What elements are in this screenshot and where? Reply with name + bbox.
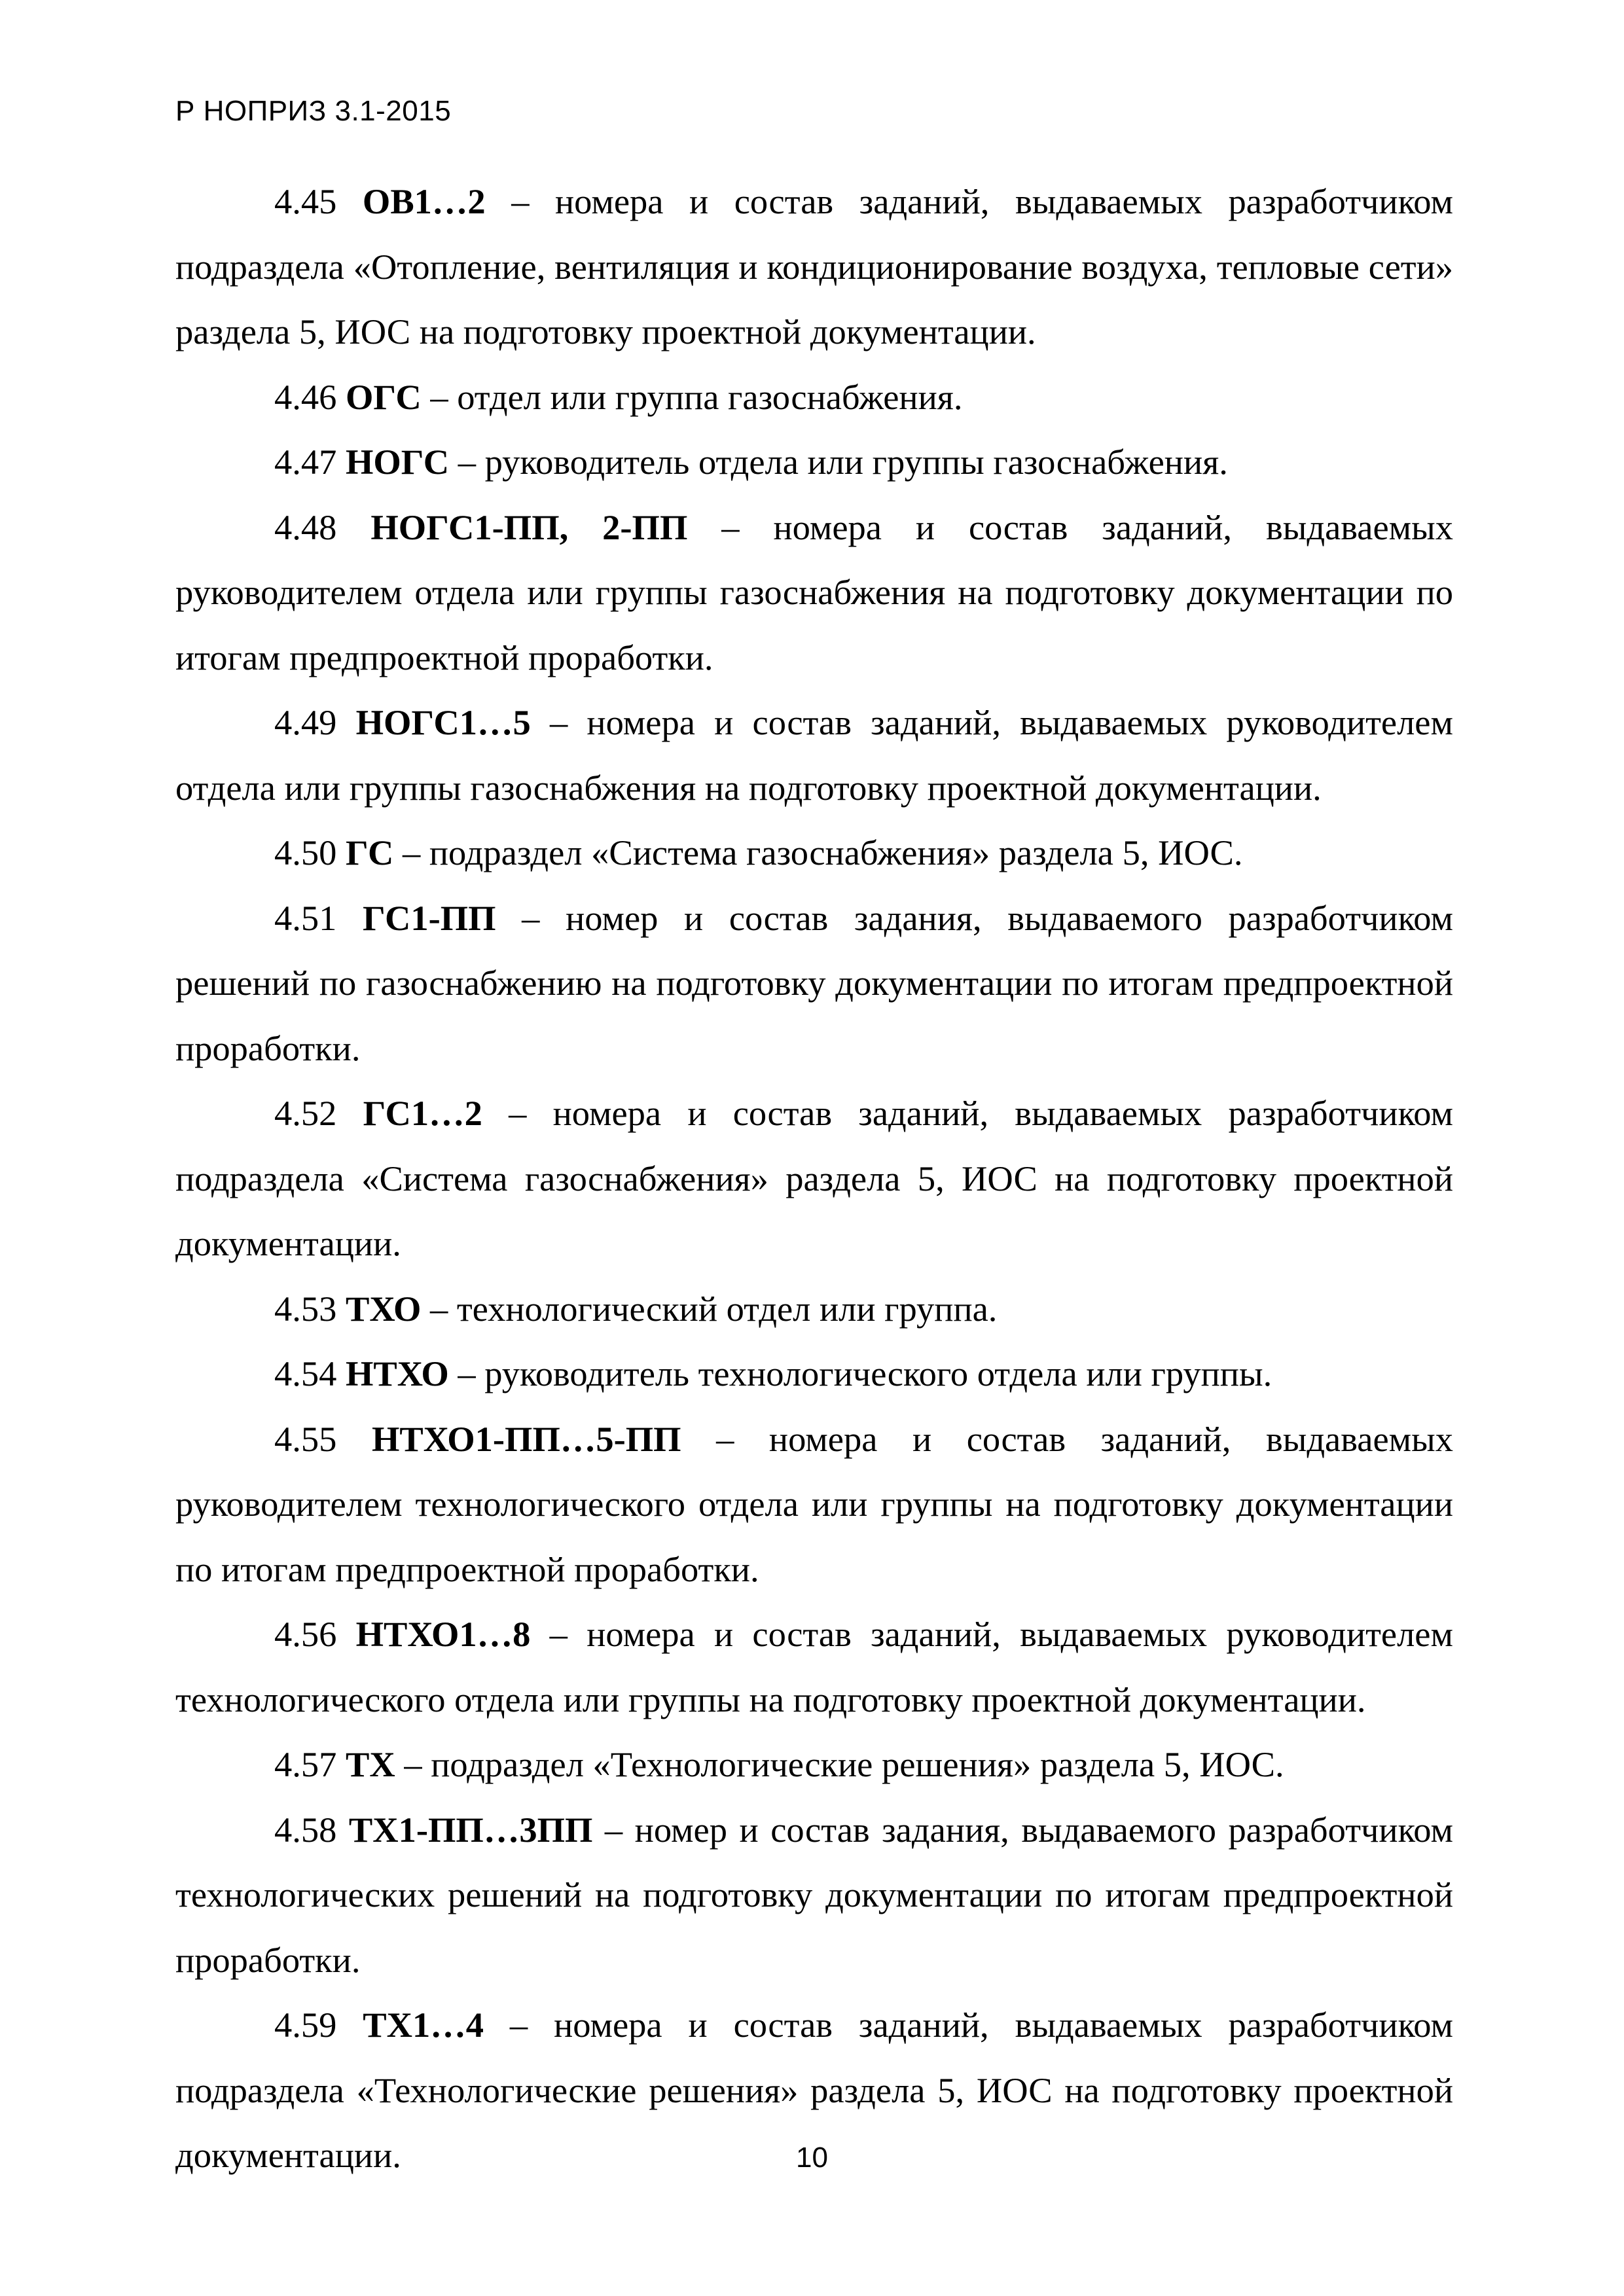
entry-definition: – номера и состав заданий, выдаваемых разработчиком подраздела «Система газоснабжения» раздела 5, ИОС на подготовку проектной документации. <box>175 1093 1453 1263</box>
definition-entry <box>175 1732 1453 1797</box>
entry-number: 4.57 <box>274 1744 337 1784</box>
document-body <box>175 169 1453 2188</box>
definition-entry <box>175 365 1453 430</box>
entry-abbreviation: ТХ1…4 <box>363 2005 484 2045</box>
entry-abbreviation: ТХО <box>346 1288 422 1329</box>
entry-definition: – номера и состав заданий, выдаваемых руководителем отдела или группы газоснабжения на подготовку документации по итогам предпроектной проработки. <box>175 507 1454 677</box>
entry-definition: – номер и состав задания, выдаваемого разработчиком решений по газоснабжению на подготовку документации по итогам предпроектной проработки. <box>175 897 1453 1068</box>
entry-abbreviation: ТХ1-ПП…3ПП <box>348 1809 593 1850</box>
entry-abbreviation: ТХ <box>346 1744 395 1784</box>
entry-abbreviation: ГС1-ПП <box>363 897 496 938</box>
entry-number: 4.54 <box>274 1354 337 1393</box>
entry-number: 4.56 <box>274 1614 337 1654</box>
entry-number: 4.53 <box>274 1288 337 1329</box>
definition-entry <box>175 1081 1453 1276</box>
entry-number: 4.46 <box>274 376 337 417</box>
entry-abbreviation: ОВ1…2 <box>362 181 486 221</box>
page-number: 10 <box>796 2142 828 2174</box>
entry-number: 4.47 <box>274 442 337 482</box>
definition-entry <box>175 820 1453 886</box>
definition-entry <box>175 1797 1453 1993</box>
definition-entry <box>175 690 1453 820</box>
entry-abbreviation: ГС <box>346 833 394 872</box>
entry-abbreviation: НТХО <box>346 1354 449 1393</box>
entry-number: 4.45 <box>274 181 337 221</box>
entry-number: 4.59 <box>274 2005 337 2045</box>
entry-definition: – номера и состав заданий, выдаваемых разработчиком подраздела «Отопление, вентиляция и кондиционирование воздуха, тепловые сети» раздела 5, ИОС на подготовку проектной документации. <box>175 181 1453 351</box>
entry-definition: – технологический отдел или группа. <box>421 1288 998 1329</box>
entry-number: 4.51 <box>274 897 337 938</box>
entry-abbreviation: НТХО1…8 <box>355 1614 531 1654</box>
document-code: Р НОПРИЗ 3.1-2015 <box>175 95 452 127</box>
definition-entry <box>175 1602 1453 1732</box>
entry-definition: – номера и состав заданий, выдаваемых руководителем технологического отдела или группы на подготовку документации по итогам предпроектной проработки. <box>175 1418 1453 1589</box>
entry-number: 4.49 <box>274 702 337 742</box>
entry-definition: – номера и состав заданий, выдаваемых разработчиком подраздела «Технологические решения» раздела 5, ИОС на подготовку проектной документации. <box>175 2005 1453 2175</box>
entry-abbreviation: НОГС1…5 <box>355 702 531 742</box>
entry-definition: – подраздел «Технологические решения» раздела 5, ИОС. <box>395 1744 1284 1784</box>
definition-entry <box>175 886 1453 1081</box>
entry-definition: – отдел или группа газоснабжения. <box>421 376 963 417</box>
entry-number: 4.55 <box>274 1418 337 1459</box>
entry-definition: – номера и состав заданий, выдаваемых руководителем технологического отдела или группы на подготовку проектной документации. <box>175 1614 1453 1719</box>
entry-definition: – номер и состав задания, выдаваемого разработчиком технологических решений на подготовку документации по итогам предпроектной проработки. <box>175 1809 1454 1980</box>
definition-entry <box>175 1407 1453 1602</box>
definition-entry <box>175 1276 1453 1342</box>
entry-number: 4.50 <box>274 833 337 872</box>
definition-entry <box>175 169 1453 365</box>
definition-entry <box>175 429 1453 495</box>
entry-number: 4.58 <box>274 1809 337 1850</box>
definition-entry <box>175 495 1453 691</box>
entry-number: 4.52 <box>274 1093 337 1133</box>
entry-number: 4.48 <box>274 507 337 547</box>
entry-definition: – номера и состав заданий, выдаваемых руководителем отдела или группы газоснабжения на подготовку проектной документации. <box>175 702 1453 808</box>
entry-definition: – руководитель технологического отдела или группы. <box>448 1354 1272 1393</box>
entry-abbreviation: НОГС <box>346 442 450 482</box>
entry-definition: – руководитель отдела или группы газоснабжения. <box>449 442 1228 482</box>
entry-definition: – подраздел «Система газоснабжения» раздела 5, ИОС. <box>393 833 1243 872</box>
definition-entry <box>175 1341 1453 1407</box>
entry-abbreviation: НТХО1-ПП…5-ПП <box>371 1418 681 1459</box>
entry-abbreviation: ГС1…2 <box>363 1093 482 1133</box>
entry-abbreviation: ОГС <box>346 376 422 417</box>
entry-abbreviation: НОГС1-ПП, 2-ПП <box>370 507 688 547</box>
